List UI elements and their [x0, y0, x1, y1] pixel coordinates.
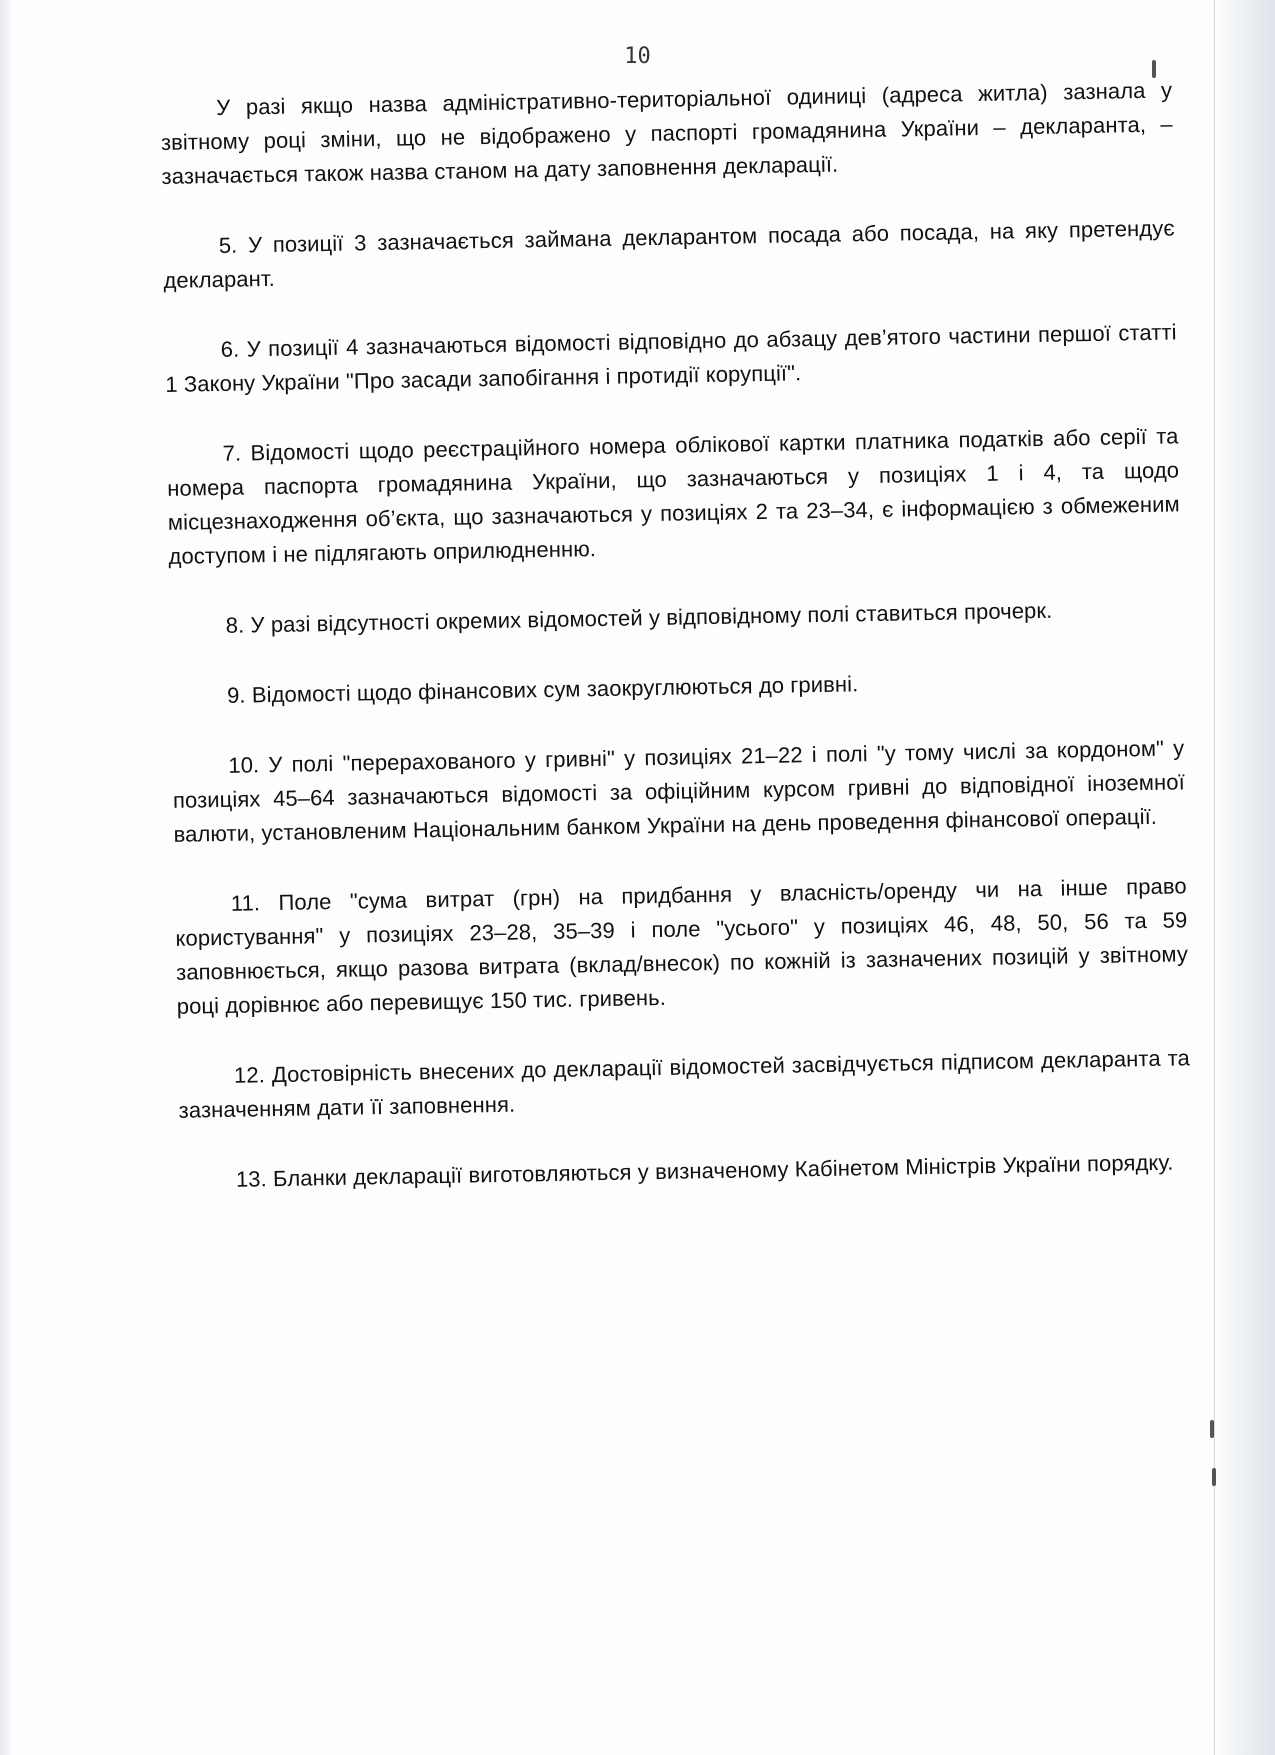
paragraph-8: 8. У разі відсутності окремих відомостей у відповідному полі ставиться прочерк.: [225, 597, 1053, 638]
document-body: [160, 73, 1193, 1233]
paragraph-7: 7. Відомості щодо реєстраційного номера облікової картки платника податків або серії та номера паспорта громадянина України, що зазначаються у позиціях 1 і 4, та щодо місцезнаходження об’єкта, що зазначаються у позиціях 2 та 23–34, є інформацією з обмеженим доступом і не підлягають оприлюдненню.: [167, 423, 1180, 569]
paragraph-11: 11. Поле "сума витрат (грн) на придбання у власність/оренду чи на інше право користування" у позиціях 23–28, 35–39 і поле "усього" у позиціях 46, 48, 50, 56 та 59 заповнюється, якщо разова витрата (вклад/внесок) по кожній із зазначених позицій у звітному році дорівнює або перевищує 150 тис. гривень.: [175, 873, 1189, 1019]
paragraph-10: 10. У полі "перерахованого у гривні" у позиціях 21–22 і полі "у тому числі за кордоном" у позиціях 45–64 зазначаються відомості за офіційним курсом гривні до відповідної іноземної валюти, установленим Національним банком України на день проведення фінансової операції.: [172, 735, 1186, 847]
paragraph-5: 5. У позиції 3 зазначається займана декларантом посада або посада, на яку претендує декларант.: [163, 215, 1175, 293]
scan-left-edge: [0, 0, 12, 1755]
paragraph-9: 9. Відомості щодо фінансових сум заокруглюються до гривні.: [226, 671, 859, 708]
page-number: 10: [624, 44, 651, 69]
scan-right-edge: [1220, 0, 1275, 1755]
binding-staple-bottom: [1212, 1468, 1216, 1486]
page-fold-line: [1214, 0, 1215, 1755]
paragraph-6: 6. У позиції 4 зазначаються відомості відповідно до абзацу дев’ятого частини першої статті 1 Закону України "Про засади запобігання і протидії корупції".: [165, 319, 1177, 397]
binding-staple-middle: [1210, 1420, 1214, 1438]
paragraph-13: 13. Бланки декларації виготовляються у визначеному Кабінетом Міністрів України порядку.: [235, 1149, 1174, 1192]
paragraph-12: 12. Достовірність внесених до декларації відомостей засвідчується підписом декларанта та зазначенням дати її заповнення.: [178, 1045, 1191, 1123]
paragraph-address-change: У разі якщо назва адміністративно-територіальної одиниці (адреса житла) зазнала у звітному році зміни, що не відображено у паспорті громадянина України – декларанта, – зазначається також назва станом на дату заповнення декларації.: [160, 77, 1173, 189]
